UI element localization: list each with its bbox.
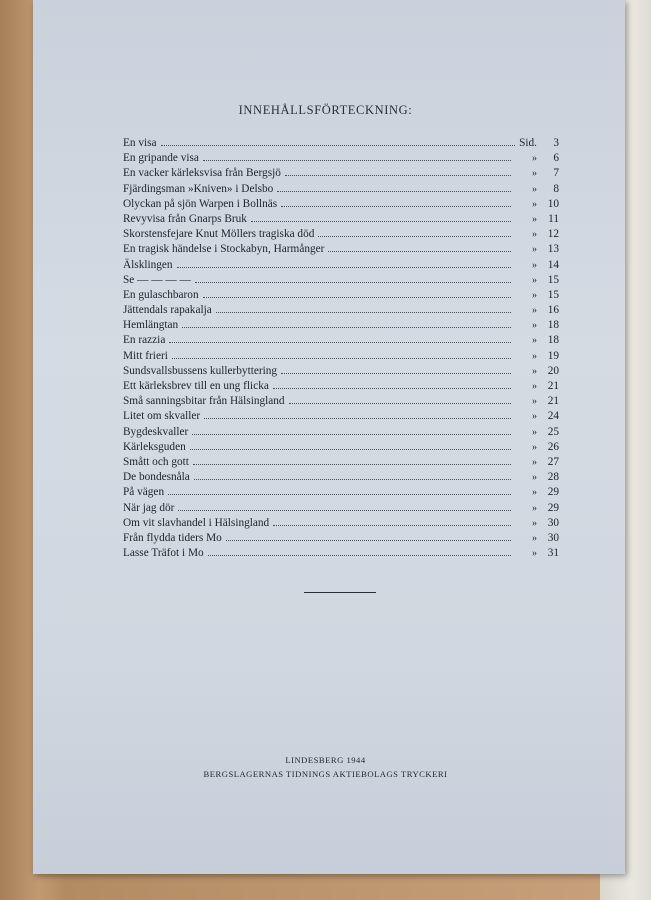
toc-entry — [123, 227, 559, 242]
dot-leader — [182, 318, 511, 328]
toc-entry-marker: » — [532, 213, 537, 225]
toc-entry-page: 12 — [547, 228, 559, 241]
toc-entry-page: 21 — [547, 395, 559, 408]
toc-entry-page: 14 — [547, 258, 559, 271]
toc-entry-marker: » — [532, 198, 537, 210]
toc-entry-marker: » — [532, 517, 537, 529]
toc-entry-title: Fjärdingsman »Kniven» i Delsbo — [123, 182, 274, 195]
dot-leader — [216, 303, 511, 313]
toc-entry-marker: » — [532, 456, 537, 468]
dot-leader — [289, 394, 511, 404]
toc-entry-marker: » — [532, 335, 537, 347]
toc-entry — [123, 349, 559, 364]
dot-leader — [204, 409, 511, 419]
toc-entry-page: 16 — [547, 304, 559, 317]
dot-leader — [251, 212, 511, 222]
toc-entry-marker: Sid. — [519, 137, 537, 149]
toc-entry-page: 3 — [553, 137, 559, 149]
toc-entry — [123, 273, 559, 288]
toc-entry — [123, 455, 559, 470]
toc-entry-title: En gripande visa — [123, 152, 199, 165]
toc-entry-page: 26 — [547, 440, 559, 453]
toc-entry-marker: » — [532, 183, 537, 195]
dot-leader — [178, 501, 511, 511]
toc-entry-marker: » — [532, 411, 537, 423]
dot-leader — [168, 485, 511, 495]
toc-entry-marker: » — [532, 426, 537, 438]
toc-entry-title: Bygdeskvaller — [123, 425, 189, 438]
dot-leader — [328, 242, 511, 252]
dot-leader — [190, 440, 511, 450]
toc-entry-title: Kärleksguden — [123, 440, 186, 453]
toc-entry-title: Jättendals rapakalja — [123, 304, 212, 317]
toc-entry — [123, 546, 559, 561]
toc-entry-marker: » — [532, 487, 537, 499]
toc-entry-marker: » — [532, 153, 537, 165]
dot-leader — [169, 333, 511, 343]
toc-entry-page: 25 — [547, 425, 559, 438]
toc-entry-marker: » — [532, 244, 537, 256]
toc-entry-title: En razzia — [123, 334, 166, 347]
toc-entry-marker: » — [532, 289, 537, 301]
toc-entry-page: 29 — [547, 486, 559, 499]
dot-leader — [177, 258, 511, 268]
divider-rule — [304, 592, 376, 593]
toc-entry-page: 13 — [547, 243, 559, 256]
toc-entry — [123, 242, 559, 257]
toc-entry-marker: » — [532, 274, 537, 286]
dot-leader — [277, 182, 511, 192]
toc-entry-title: En gulaschbaron — [123, 288, 199, 301]
toc-entry-title: När jag dör — [123, 501, 175, 514]
toc-entry-page: 15 — [547, 273, 559, 286]
toc-entry — [123, 212, 559, 227]
toc-entry — [123, 440, 559, 455]
toc-entry-page: 11 — [548, 212, 559, 225]
toc-entry-page: 6 — [553, 152, 559, 165]
dot-leader — [203, 288, 511, 298]
toc-entry — [123, 136, 559, 151]
toc-entry-title: Skorstensfejare Knut Möllers tragiska död — [123, 228, 315, 241]
toc-entry-title: En vacker kärleksvisa från Bergsjö — [123, 167, 281, 180]
toc-entry-marker: » — [532, 502, 537, 514]
toc-entry — [123, 197, 559, 212]
dot-leader — [193, 455, 511, 465]
toc-entry-marker: » — [532, 472, 537, 484]
toc-entry-marker: » — [532, 396, 537, 408]
toc-entry — [123, 485, 559, 500]
toc-entry-page: 28 — [547, 471, 559, 484]
dot-leader — [195, 273, 511, 283]
toc-entry-page: 27 — [547, 455, 559, 468]
toc-entry-title: En tragisk händelse i Stockabyn, Harmånger — [123, 243, 325, 256]
dot-leader — [172, 349, 511, 359]
toc-entry-page: 24 — [547, 410, 559, 423]
toc-entry-title: Älsklingen — [123, 258, 173, 271]
toc-entry-page: 30 — [547, 531, 559, 544]
toc-entry-title: Litet om skvaller — [123, 410, 201, 423]
dot-leader — [273, 379, 511, 389]
toc-entry — [123, 318, 559, 333]
toc-entry-page: 15 — [547, 288, 559, 301]
dot-leader — [281, 197, 511, 207]
toc-entry-title: Ett kärleksbrev till en ung flicka — [123, 380, 269, 392]
dot-leader — [192, 425, 511, 435]
toc-entry — [123, 258, 559, 273]
toc-entry-title: Se — — — — — [123, 273, 191, 286]
toc-entry-page: 20 — [547, 364, 559, 377]
toc-entry — [123, 379, 559, 394]
colophon-place-year: LINDESBERG 1944 — [285, 755, 366, 765]
toc-entry-marker: » — [532, 365, 537, 377]
dot-leader — [203, 151, 511, 161]
dot-leader — [226, 531, 511, 541]
toc-entry-page: 19 — [547, 349, 559, 362]
toc-entry — [123, 303, 559, 318]
toc-entry-title: Från flydda tiders Mo — [123, 531, 222, 544]
toc-entry — [123, 516, 559, 531]
toc-entry-marker: » — [532, 548, 537, 560]
toc-entry-marker: » — [532, 350, 537, 362]
toc-entry — [123, 182, 559, 197]
toc-entry — [123, 501, 559, 516]
toc-entry — [123, 394, 559, 409]
toc-entry-title: Smått och gott — [123, 455, 189, 468]
toc-entry — [123, 333, 559, 348]
toc-entry-marker: » — [532, 381, 537, 392]
dot-leader — [161, 136, 516, 146]
colophon — [0, 753, 651, 781]
dot-leader — [285, 166, 511, 176]
toc-entry-title: Lasse Träfot i Mo — [123, 547, 204, 560]
dot-leader — [194, 470, 511, 480]
toc-entry-title: På vägen — [123, 486, 165, 499]
toc-entry — [123, 288, 559, 303]
toc-entry-title: Hemlängtan — [123, 319, 179, 332]
toc-entry-title: Sundsvallsbussens kullerbyttering — [123, 364, 278, 377]
toc-entry — [123, 470, 559, 485]
dot-leader — [318, 227, 511, 237]
toc-entry-page: 7 — [553, 167, 559, 180]
toc-entry — [123, 364, 559, 379]
toc-entry — [123, 531, 559, 546]
toc-entry-title: Revyvisa från Gnarps Bruk — [123, 212, 247, 225]
toc-entry-marker: » — [532, 532, 537, 544]
toc-entry-marker: » — [532, 168, 537, 180]
toc-entry-page: 30 — [547, 516, 559, 529]
toc-entry-title: Mitt frieri — [123, 349, 168, 362]
toc-entry — [123, 166, 559, 181]
toc-entry-marker: » — [532, 305, 537, 317]
toc-entry-page: 29 — [547, 501, 559, 514]
toc-entry-title: Olyckan på sjön Warpen i Bollnäs — [123, 197, 278, 210]
dot-leader — [208, 546, 511, 556]
toc-entry — [123, 409, 559, 424]
toc-entry-page: 31 — [547, 547, 559, 560]
toc-entry — [123, 425, 559, 440]
dot-leader — [273, 516, 511, 526]
toc-entry-title: De bondesnåla — [123, 471, 190, 484]
toc-heading: INNEHÅLLSFÖRTECKNING: — [238, 103, 413, 117]
toc-entry-marker: » — [532, 320, 537, 332]
toc-entry — [123, 151, 559, 166]
dot-leader — [281, 364, 511, 374]
table-of-contents — [123, 136, 559, 561]
colophon-printer: BERGSLAGERNAS TIDNINGS AKTIEBOLAGS TRYCKERI — [203, 769, 448, 779]
toc-entry-title: Små sanningsbitar från Hälsingland — [123, 395, 285, 408]
toc-entry-page: 18 — [547, 334, 559, 347]
toc-entry-marker: » — [532, 259, 537, 271]
toc-entry-marker: » — [532, 441, 537, 453]
toc-entry-page: 8 — [553, 182, 559, 195]
toc-entry-page: 10 — [547, 197, 559, 210]
toc-entry-title: Om vit slavhandel i Hälsingland — [123, 516, 270, 529]
toc-entry-page: 18 — [547, 319, 559, 332]
toc-entry-page: 21 — [547, 380, 559, 392]
toc-entry-title: En visa — [123, 137, 157, 149]
toc-entry-marker: » — [532, 229, 537, 241]
